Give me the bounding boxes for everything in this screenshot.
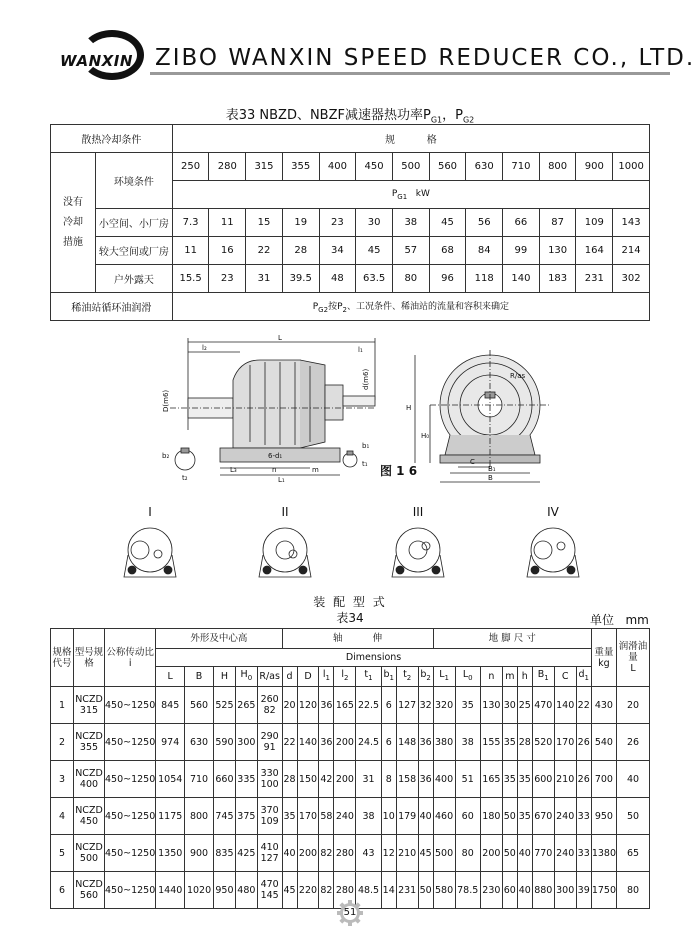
value-cell: 130 <box>539 237 576 265</box>
dim-cell: 1020 <box>185 872 214 909</box>
dim-cell: 500 <box>433 835 455 872</box>
unit-label: 单位 mm <box>590 613 649 627</box>
weight-cell: 540 <box>591 724 616 761</box>
dim-cell: 40 <box>418 798 433 835</box>
dim-cell: 1054 <box>156 761 185 798</box>
size-cell: 315 <box>246 153 283 181</box>
svg-text:B₁: B₁ <box>488 465 496 473</box>
dim-cell: 12 <box>381 835 396 872</box>
ras-cell: 330 100 <box>257 761 282 798</box>
value-cell: 28 <box>282 237 319 265</box>
dim-cell: 745 <box>213 798 235 835</box>
dim-cell: 120 <box>297 687 319 724</box>
value-cell: 118 <box>466 265 503 293</box>
h-ratio: 公称传动比 i <box>105 629 156 687</box>
weight-cell: 1750 <box>591 872 616 909</box>
dim-cell: 28 <box>282 761 297 798</box>
dim-cell: 231 <box>396 872 418 909</box>
dim-cell: 460 <box>433 798 455 835</box>
svg-text:b₁: b₁ <box>362 442 370 450</box>
dim-cell: 20 <box>282 687 297 724</box>
table34-title: 表34 <box>336 611 364 625</box>
dim-cell: 38 <box>455 724 480 761</box>
size-cell: 450 <box>356 153 393 181</box>
svg-text:L₁: L₁ <box>278 476 285 484</box>
dim-col-header: h <box>517 667 532 687</box>
dim-cell: 25 <box>517 687 532 724</box>
dim-col-header: B <box>185 667 214 687</box>
weight-cell: 700 <box>591 761 616 798</box>
dim-cell: 10 <box>381 798 396 835</box>
dim-cell: 300 <box>235 724 257 761</box>
dim-col-header: $H_0$ <box>235 667 257 687</box>
mounting-diagrams <box>0 505 700 595</box>
svg-text:L: L <box>278 334 282 342</box>
svg-text:m: m <box>312 466 319 474</box>
ras-cell: 470 145 <box>257 872 282 909</box>
dim-cell: 50 <box>502 835 517 872</box>
weight-cell: 430 <box>591 687 616 724</box>
dim-col-header: m <box>502 667 517 687</box>
dim-cell: 170 <box>297 798 319 835</box>
value-cell: 63.5 <box>356 265 393 293</box>
value-cell: 45 <box>429 209 466 237</box>
svg-text:d(m6): d(m6) <box>362 368 370 390</box>
value-cell: 183 <box>539 265 576 293</box>
svg-text:l₂: l₂ <box>202 344 207 352</box>
value-cell: 68 <box>429 237 466 265</box>
dim-cell: 670 <box>532 798 554 835</box>
dim-cell: 470 <box>532 687 554 724</box>
size-code-cell: 4 <box>51 798 74 835</box>
ras-cell: 260 82 <box>257 687 282 724</box>
dim-cell: 40 <box>517 872 532 909</box>
dim-cell: 150 <box>297 761 319 798</box>
dim-cell: 30 <box>502 687 517 724</box>
svg-text:6-d₁: 6-d₁ <box>268 452 283 460</box>
dim-cell: 230 <box>480 872 502 909</box>
value-cell: 23 <box>209 265 246 293</box>
ratio-cell: 450~1250 <box>105 798 156 835</box>
dim-cell: 82 <box>319 872 334 909</box>
value-cell: 143 <box>613 209 650 237</box>
svg-text:l₁: l₁ <box>358 346 363 354</box>
value-cell: 56 <box>466 209 503 237</box>
ratio-cell: 450~1250 <box>105 872 156 909</box>
value-cell: 38 <box>392 209 429 237</box>
dim-cell: 240 <box>334 798 356 835</box>
dim-cell: 127 <box>396 687 418 724</box>
value-cell: 30 <box>356 209 393 237</box>
dim-cell: 835 <box>213 835 235 872</box>
company-name: ZIBO WANXIN SPEED REDUCER CO., LTD. <box>155 45 696 71</box>
dim-cell: 240 <box>554 798 576 835</box>
oil-cell: 50 <box>617 798 650 835</box>
logo-text: WANXIN <box>60 52 133 70</box>
svg-text:t₁: t₁ <box>362 460 368 468</box>
dim-cell: 600 <box>532 761 554 798</box>
dim-cell: 45 <box>282 872 297 909</box>
dim-col-header: $t_2$ <box>396 667 418 687</box>
mount-diagram-3 <box>392 528 444 577</box>
h-foot: 地 脚 尺 寸 <box>433 629 591 649</box>
value-cell: 39.5 <box>282 265 319 293</box>
dim-cell: 39 <box>576 872 591 909</box>
value-cell: 15.5 <box>172 265 209 293</box>
dim-col-header: $L_1$ <box>433 667 455 687</box>
dim-cell: 974 <box>156 724 185 761</box>
dim-cell: 200 <box>334 724 356 761</box>
value-cell: 164 <box>576 237 613 265</box>
dim-cell: 33 <box>576 835 591 872</box>
mount-diagram-2 <box>259 528 311 577</box>
size-code-cell: 5 <box>51 835 74 872</box>
dim-col-header: $b_1$ <box>381 667 396 687</box>
value-cell: 214 <box>613 237 650 265</box>
ras-cell: 410 127 <box>257 835 282 872</box>
value-cell: 7.3 <box>172 209 209 237</box>
mounting-types <box>0 505 700 595</box>
dim-cell: 26 <box>576 724 591 761</box>
dim-cell: 800 <box>185 798 214 835</box>
dim-cell: 200 <box>480 835 502 872</box>
dim-cell: 43 <box>356 835 381 872</box>
value-cell: 140 <box>503 265 540 293</box>
svg-text:R/as: R/as <box>510 372 526 380</box>
dim-cell: 36 <box>418 761 433 798</box>
dim-col-header: L <box>156 667 185 687</box>
svg-text:C: C <box>470 458 475 466</box>
dim-cell: 525 <box>213 687 235 724</box>
dim-cell: 33 <box>576 798 591 835</box>
value-cell: 84 <box>466 237 503 265</box>
dim-cell: 28 <box>517 724 532 761</box>
dim-cell: 26 <box>576 761 591 798</box>
dim-col-header: $b_2$ <box>418 667 433 687</box>
dim-cell: 35 <box>502 724 517 761</box>
dim-cell: 380 <box>433 724 455 761</box>
svg-text:H₀: H₀ <box>421 432 430 440</box>
table34 <box>50 628 650 909</box>
value-cell: 87 <box>539 209 576 237</box>
dim-cell: 82 <box>319 835 334 872</box>
svg-text:L₃: L₃ <box>230 466 237 474</box>
value-cell: 302 <box>613 265 650 293</box>
value-cell: 11 <box>209 209 246 237</box>
dim-cell: 51 <box>455 761 480 798</box>
page-number: 51 <box>343 907 357 918</box>
dim-cell: 22 <box>282 724 297 761</box>
dim-cell: 32 <box>418 687 433 724</box>
dim-cell: 200 <box>334 761 356 798</box>
dim-cell: 880 <box>532 872 554 909</box>
assembly-title: 装 配 型 式 <box>313 595 387 609</box>
dim-cell: 40 <box>282 835 297 872</box>
col-condition-header: 散热冷却条件 <box>51 125 173 153</box>
dim-cell: 78.5 <box>455 872 480 909</box>
model-cell: NCZD 315 <box>74 687 105 724</box>
table-row <box>51 835 650 872</box>
dim-cell: 36 <box>418 724 433 761</box>
value-cell: 19 <box>282 209 319 237</box>
reducer-dimension-drawing <box>140 330 580 490</box>
dim-cell: 35 <box>502 761 517 798</box>
dim-cell: 400 <box>433 761 455 798</box>
dim-cell: 210 <box>396 835 418 872</box>
dim-col-header: $l_1$ <box>319 667 334 687</box>
dim-cell: 425 <box>235 835 257 872</box>
size-cell: 280 <box>209 153 246 181</box>
dim-cell: 1350 <box>156 835 185 872</box>
dim-cell: 48.5 <box>356 872 381 909</box>
table-row <box>51 798 650 835</box>
header-divider <box>150 72 670 75</box>
size-code-cell: 2 <box>51 724 74 761</box>
dim-cell: 31 <box>356 761 381 798</box>
dim-cell: 300 <box>554 872 576 909</box>
dim-cell: 36 <box>319 687 334 724</box>
dim-cell: 1175 <box>156 798 185 835</box>
dim-cell: 35 <box>455 687 480 724</box>
value-cell: 34 <box>319 237 356 265</box>
dim-col-header: d <box>282 667 297 687</box>
value-cell: 15 <box>246 209 283 237</box>
oil-row-label: 稀油站循环油润滑 <box>51 293 173 321</box>
value-cell: 99 <box>503 237 540 265</box>
dim-col-header: n <box>480 667 502 687</box>
ratio-cell: 450~1250 <box>105 724 156 761</box>
dim-cell: 710 <box>185 761 214 798</box>
dim-cell: 770 <box>532 835 554 872</box>
weight-cell: 950 <box>591 798 616 835</box>
dim-cell: 22.5 <box>356 687 381 724</box>
model-cell: NCZD 560 <box>74 872 105 909</box>
ratio-cell: 450~1250 <box>105 687 156 724</box>
dim-cell: 630 <box>185 724 214 761</box>
dim-cell: 60 <box>455 798 480 835</box>
dim-cell: 42 <box>319 761 334 798</box>
row-label: 较大空间或厂房 <box>95 237 172 265</box>
svg-text:H: H <box>406 404 412 412</box>
dim-cell: 280 <box>334 872 356 909</box>
dim-cell: 38 <box>356 798 381 835</box>
model-cell: NCZD 450 <box>74 798 105 835</box>
row-label: 小空间、小厂房 <box>95 209 172 237</box>
mount-label-3: III <box>412 505 424 519</box>
dim-cell: 480 <box>235 872 257 909</box>
oil-cell: 40 <box>617 761 650 798</box>
dim-cell: 35 <box>517 761 532 798</box>
size-cell: 500 <box>392 153 429 181</box>
dim-cell: 148 <box>396 724 418 761</box>
dim-cell: 320 <box>433 687 455 724</box>
oil-row-note: $P_{G2}$按$P_2$、工况条件、稀油站的流量和容积来确定 <box>172 293 649 321</box>
dim-cell: 60 <box>502 872 517 909</box>
dim-cell: 580 <box>433 872 455 909</box>
table-row <box>51 687 650 724</box>
model-cell: NCZD 355 <box>74 724 105 761</box>
dim-cell: 80 <box>455 835 480 872</box>
dim-cell: 180 <box>480 798 502 835</box>
h-outline: 外形及中心高 <box>156 629 282 649</box>
dim-cell: 200 <box>297 835 319 872</box>
ras-cell: 370 109 <box>257 798 282 835</box>
value-cell: 57 <box>392 237 429 265</box>
unit-pg1-kw: $P_{G1}$ kW <box>172 181 649 209</box>
size-cell: 355 <box>282 153 319 181</box>
dim-cell: 8 <box>381 761 396 798</box>
dim-col-header: C <box>554 667 576 687</box>
value-cell: 48 <box>319 265 356 293</box>
dim-cell: 335 <box>235 761 257 798</box>
col-spec-header: 规 格 <box>172 125 649 153</box>
oil-cell: 65 <box>617 835 650 872</box>
dim-cell: 900 <box>185 835 214 872</box>
ratio-cell: 450~1250 <box>105 835 156 872</box>
size-cell: 400 <box>319 153 356 181</box>
dim-cell: 158 <box>396 761 418 798</box>
h-size-code: 规格代号 <box>51 629 74 687</box>
svg-text:D(m6): D(m6) <box>162 389 170 412</box>
size-code-cell: 3 <box>51 761 74 798</box>
h-oil: 润滑油量 L <box>617 629 650 687</box>
h-weight: 重量 kg <box>591 629 616 687</box>
dim-col-header: H <box>213 667 235 687</box>
mount-label-1: I <box>148 505 152 519</box>
page-footer <box>330 900 370 926</box>
ratio-cell: 450~1250 <box>105 761 156 798</box>
dim-col-header: $B_1$ <box>532 667 554 687</box>
svg-text:t₂: t₂ <box>182 474 188 482</box>
oil-cell: 80 <box>617 872 650 909</box>
dim-col-header: $t_1$ <box>356 667 381 687</box>
dim-cell: 35 <box>282 798 297 835</box>
dim-cell: 140 <box>554 687 576 724</box>
value-cell: 16 <box>209 237 246 265</box>
dim-cell: 140 <box>297 724 319 761</box>
size-cell: 900 <box>576 153 613 181</box>
value-cell: 66 <box>503 209 540 237</box>
dim-cell: 845 <box>156 687 185 724</box>
size-cell: 560 <box>429 153 466 181</box>
dim-cell: 58 <box>319 798 334 835</box>
dim-col-header: D <box>297 667 319 687</box>
model-cell: NCZD 400 <box>74 761 105 798</box>
svg-text:B: B <box>488 474 493 482</box>
dim-cell: 590 <box>213 724 235 761</box>
value-cell: 109 <box>576 209 613 237</box>
value-cell: 45 <box>356 237 393 265</box>
dim-cell: 165 <box>334 687 356 724</box>
dim-cell: 50 <box>418 872 433 909</box>
dim-col-header: R/as <box>257 667 282 687</box>
h-dimensions: Dimensions <box>156 649 592 667</box>
size-cell: 800 <box>539 153 576 181</box>
dim-cell: 950 <box>213 872 235 909</box>
dim-cell: 40 <box>517 835 532 872</box>
dim-cell: 165 <box>480 761 502 798</box>
value-cell: 96 <box>429 265 466 293</box>
svg-text:n: n <box>272 466 277 474</box>
dim-cell: 210 <box>554 761 576 798</box>
size-cell: 250 <box>172 153 209 181</box>
size-cell: 710 <box>503 153 540 181</box>
dim-cell: 6 <box>381 687 396 724</box>
ras-cell: 290 91 <box>257 724 282 761</box>
dim-cell: 170 <box>554 724 576 761</box>
dim-cell: 660 <box>213 761 235 798</box>
dim-cell: 14 <box>381 872 396 909</box>
svg-text:b₂: b₂ <box>162 452 170 460</box>
size-code-cell: 6 <box>51 872 74 909</box>
size-code-cell: 1 <box>51 687 74 724</box>
dim-col-header: $d_1$ <box>576 667 591 687</box>
dim-cell: 6 <box>381 724 396 761</box>
mount-diagram-4 <box>527 528 579 577</box>
table-row <box>51 761 650 798</box>
group-no-cooling: 没有冷却措施 <box>51 153 96 293</box>
dim-cell: 1440 <box>156 872 185 909</box>
dim-cell: 155 <box>480 724 502 761</box>
page-header <box>0 0 700 90</box>
table-row <box>51 724 650 761</box>
dim-cell: 220 <box>297 872 319 909</box>
value-cell: 11 <box>172 237 209 265</box>
mount-diagram-1 <box>124 528 176 577</box>
dim-cell: 36 <box>319 724 334 761</box>
oil-cell: 20 <box>617 687 650 724</box>
dim-cell: 560 <box>185 687 214 724</box>
value-cell: 231 <box>576 265 613 293</box>
oil-cell: 26 <box>617 724 650 761</box>
row-label: 户外露天 <box>95 265 172 293</box>
model-cell: NCZD 500 <box>74 835 105 872</box>
dim-cell: 280 <box>334 835 356 872</box>
dim-cell: 35 <box>517 798 532 835</box>
dim-cell: 45 <box>418 835 433 872</box>
value-cell: 80 <box>392 265 429 293</box>
value-cell: 31 <box>246 265 283 293</box>
dim-cell: 375 <box>235 798 257 835</box>
weight-cell: 1380 <box>591 835 616 872</box>
dim-cell: 130 <box>480 687 502 724</box>
mount-label-4: IV <box>547 505 559 519</box>
size-cell: 630 <box>466 153 503 181</box>
h-shaft: 轴 伸 <box>282 629 433 649</box>
table33 <box>50 124 650 321</box>
dim-cell: 265 <box>235 687 257 724</box>
size-cell: 1000 <box>613 153 650 181</box>
dim-cell: 50 <box>502 798 517 835</box>
table33-title: 表33 NBZD、NBZF减速器热功率$P_{G1}$，$P_{G2}$ <box>225 108 475 125</box>
value-cell: 23 <box>319 209 356 237</box>
mount-label-2: II <box>281 505 289 519</box>
h-model: 型号规格 <box>74 629 105 687</box>
dim-cell: 240 <box>554 835 576 872</box>
figure-label: 图 1 6 <box>380 464 418 478</box>
dim-col-header: $L_0$ <box>455 667 480 687</box>
dim-col-header: $l_2$ <box>334 667 356 687</box>
row-env-label: 环境条件 <box>95 153 172 209</box>
dim-cell: 24.5 <box>356 724 381 761</box>
value-cell: 22 <box>246 237 283 265</box>
dim-cell: 22 <box>576 687 591 724</box>
dim-cell: 179 <box>396 798 418 835</box>
dim-cell: 520 <box>532 724 554 761</box>
